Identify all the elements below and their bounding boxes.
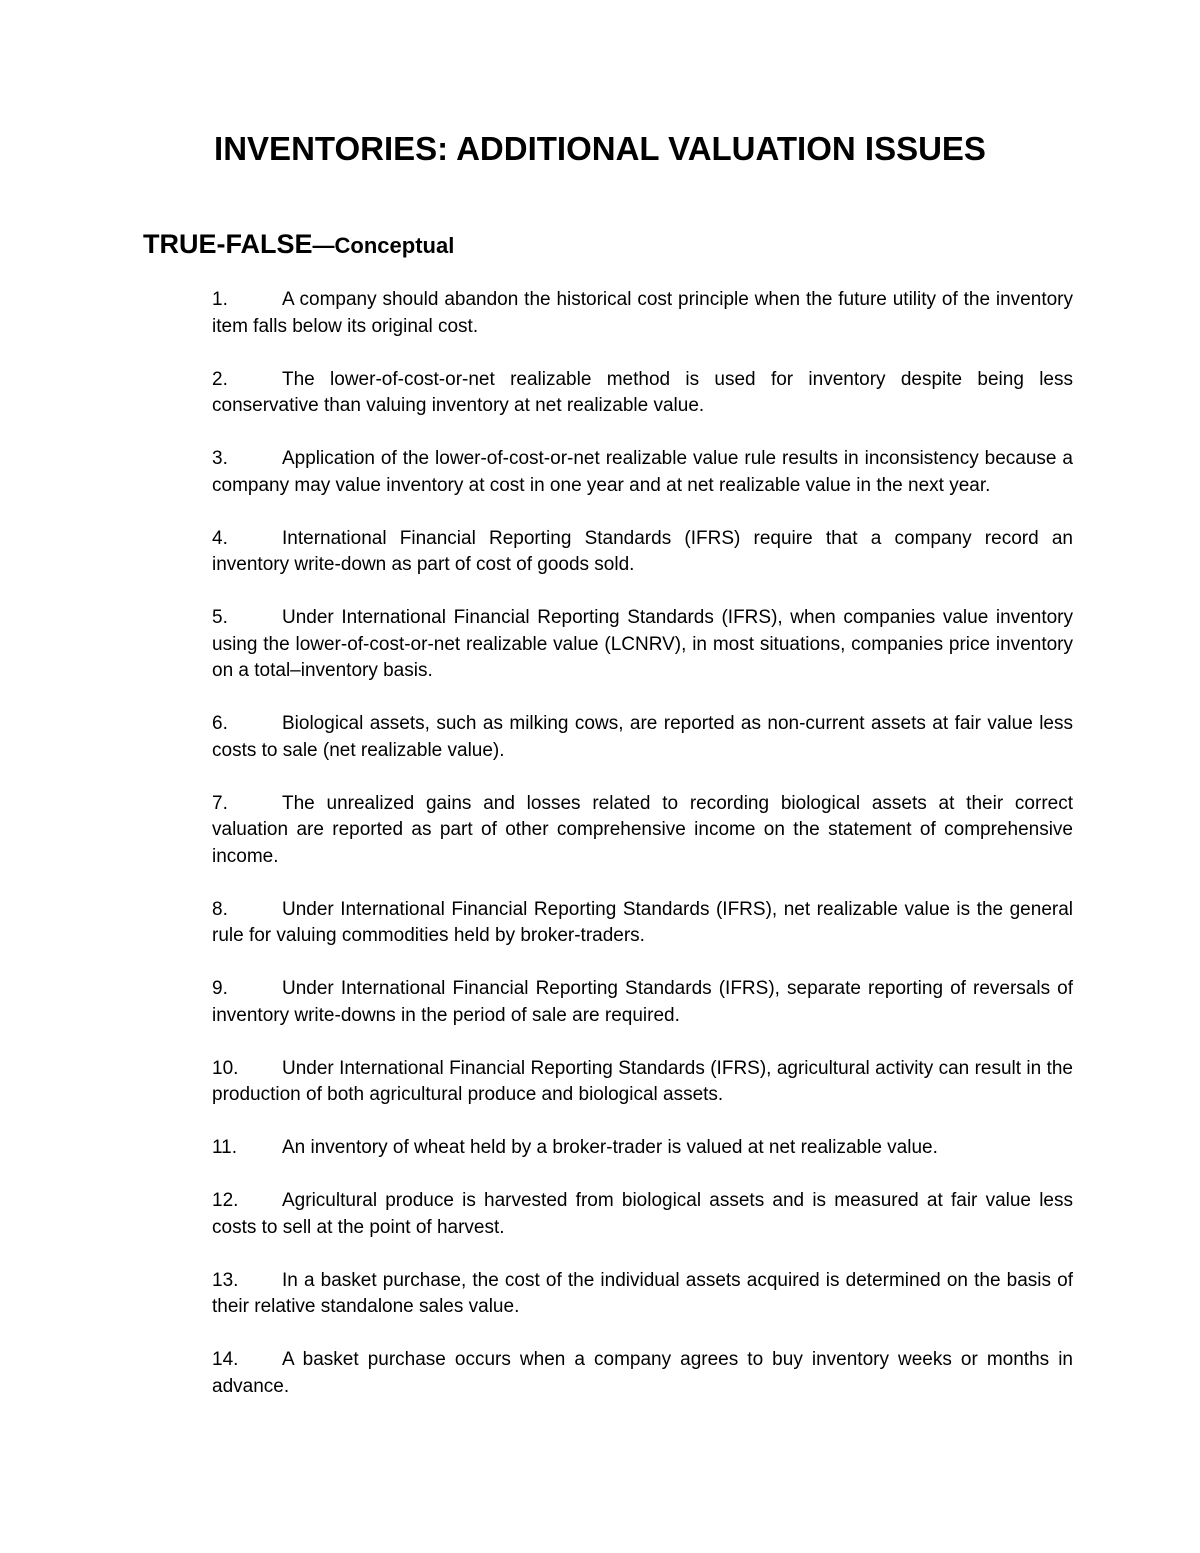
question-text: Under International Financial Reporting Standards (IFRS), when companies value inventory using the lower-of-cost-or-net realizable value (LCNRV), in most situations, companies price inventory on a total–inventory basis. xyxy=(212,607,1073,681)
question-list xyxy=(212,287,1073,1427)
question-text: The unrealized gains and losses related to recording biological assets at their correct valuation are reported as part of other comprehensive income on the statement of comprehensive income. xyxy=(212,792,1073,867)
question-text: Under International Financial Reporting Standards (IFRS), separate reporting of reversals of inventory write-downs in the period of sale are required. xyxy=(212,978,1073,1026)
section-heading-dash: — xyxy=(312,233,335,258)
question-number: 5. xyxy=(212,607,228,628)
question-item xyxy=(212,1347,1073,1400)
question-number: 8. xyxy=(212,898,228,920)
question-number: 4. xyxy=(212,527,228,549)
question-number: 6. xyxy=(212,713,228,734)
question-text: The lower-of-cost-or-net realizable method is used for inventory despite being less conservative than valuing inventory at net realizable value. xyxy=(212,368,1073,416)
question-number: 10. xyxy=(212,1057,239,1079)
question-number: 3. xyxy=(212,448,228,469)
section-heading-subtitle: Conceptual xyxy=(334,233,455,258)
question-item xyxy=(212,287,1073,340)
question-text: A company should abandon the historical cost principle when the future utility of the inventory item falls below its original cost. xyxy=(212,289,1073,337)
question-item xyxy=(212,711,1073,764)
page-title: INVENTORIES: ADDITIONAL VALUATION ISSUES xyxy=(214,130,986,167)
question-item xyxy=(212,605,1073,685)
question-item xyxy=(212,367,1073,420)
question-text: Under International Financial Reporting Standards (IFRS), agricultural activity can result in the production of both agricultural produce and biological assets. xyxy=(212,1057,1073,1105)
question-text: An inventory of wheat held by a broker-trader is valued at net realizable value. xyxy=(282,1137,938,1158)
question-item xyxy=(212,1188,1073,1241)
section-heading-main: TRUE-FALSE xyxy=(143,229,313,259)
question-text: Agricultural produce is harvested from biological assets and is measured at fair value less costs to sell at the point of harvest. xyxy=(212,1190,1073,1238)
question-text: Under International Financial Reporting Standards (IFRS), net realizable value is the general rule for valuing commodities held by broker-traders. xyxy=(212,898,1073,946)
question-number: 9. xyxy=(212,978,228,999)
question-text: International Financial Reporting Standards (IFRS) require that a company record an inventory write-down as part of cost of goods sold. xyxy=(212,527,1073,575)
question-item xyxy=(212,1135,1073,1162)
question-number: 1. xyxy=(212,289,228,310)
question-number: 12. xyxy=(212,1190,239,1211)
question-item xyxy=(212,446,1073,499)
question-item xyxy=(212,897,1073,950)
question-text: A basket purchase occurs when a company agrees to buy inventory weeks or months in advance. xyxy=(212,1349,1073,1397)
question-text: In a basket purchase, the cost of the individual assets acquired is determined on the basis of their relative standalone sales value. xyxy=(212,1269,1073,1317)
question-number: 13. xyxy=(212,1269,239,1291)
question-number: 14. xyxy=(212,1349,239,1370)
question-number: 11. xyxy=(212,1137,238,1158)
question-number: 7. xyxy=(212,792,228,814)
question-text: Biological assets, such as milking cows, are reported as non-current assets at fair value less costs to sale (net realizable value). xyxy=(212,713,1073,761)
section-heading xyxy=(143,226,454,264)
question-item xyxy=(212,1268,1073,1321)
question-number: 2. xyxy=(212,368,228,390)
question-item xyxy=(212,526,1073,579)
question-item xyxy=(212,976,1073,1029)
question-text: Application of the lower-of-cost-or-net realizable value rule results in inconsistency because a company may value inventory at cost in one year and at net realizable value in the next year. xyxy=(212,448,1073,496)
question-item xyxy=(212,1056,1073,1109)
question-item xyxy=(212,791,1073,871)
